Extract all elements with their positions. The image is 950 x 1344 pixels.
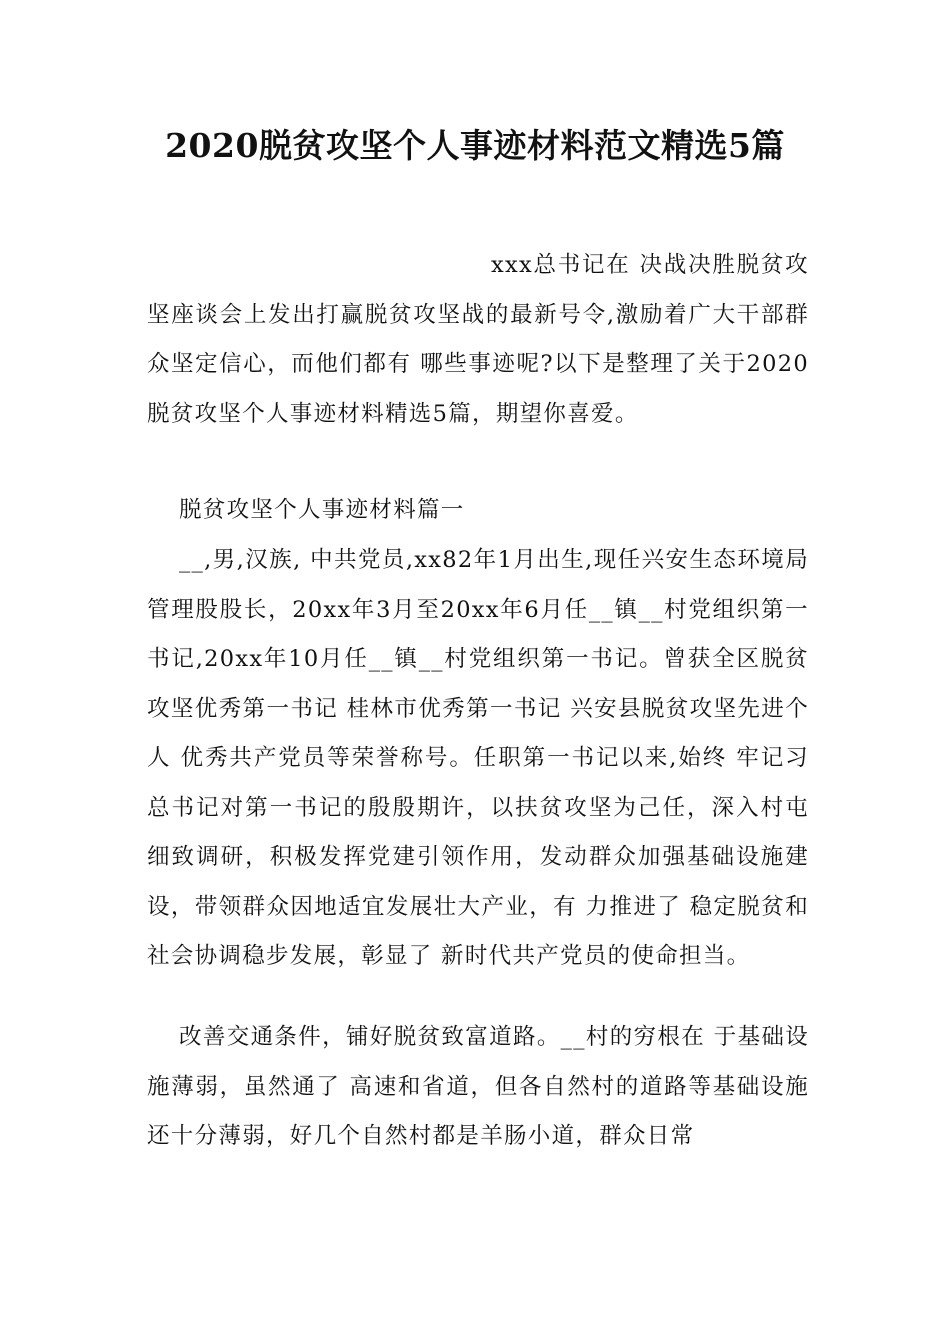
document-title: 2020脱贫攻坚个人事迹材料范文精选5篇: [165, 126, 785, 165]
body-paragraph: 改善交通条件，铺好脱贫致富道路。__村的穷根在 于基础设施薄弱，虽然通了 高速和省道，但各自然村的道路等基础设施还十分薄弱，好几个自然村都是羊肠小道，群众日常: [147, 1024, 809, 1149]
section-heading: 脱贫攻坚个人事迹材料篇一: [179, 497, 465, 523]
intro-paragraph: xxx总书记在 决战决胜脱贫攻坚座谈会上发出打赢脱贫攻坚战的最新号令,激励着广大干部群众坚定信心，而他们都有 哪些事迹呢?以下是整理了关于2020脱贫攻坚个人事迹材料精选5篇，期望你喜爱。: [147, 252, 809, 427]
body-paragraph: __,男,汉族, 中共党员,xx82年1月出生,现任兴安生态环境局管理股股长，20xx年3月至20xx年6月任__镇__村党组织第一书记,20xx年10月任__镇__村党组织第一书记。曾获全区脱贫攻坚优秀第一书记 桂林市优秀第一书记 兴安县脱贫攻坚先进个人 优秀共产党员等荣誉称号。任职第一书记以来,始终 牢记习总书记对第一书记的殷殷期许，以扶贫攻坚为己任，深入村屯细致调研，积极发挥党建引领作用，发动群众加强基础设施建设，带领群众因地适宜发展壮大产业，有 力推进了 稳定脱贫和社会协调稳步发展，彰显了 新时代共产党员的使命担当。: [147, 547, 809, 969]
